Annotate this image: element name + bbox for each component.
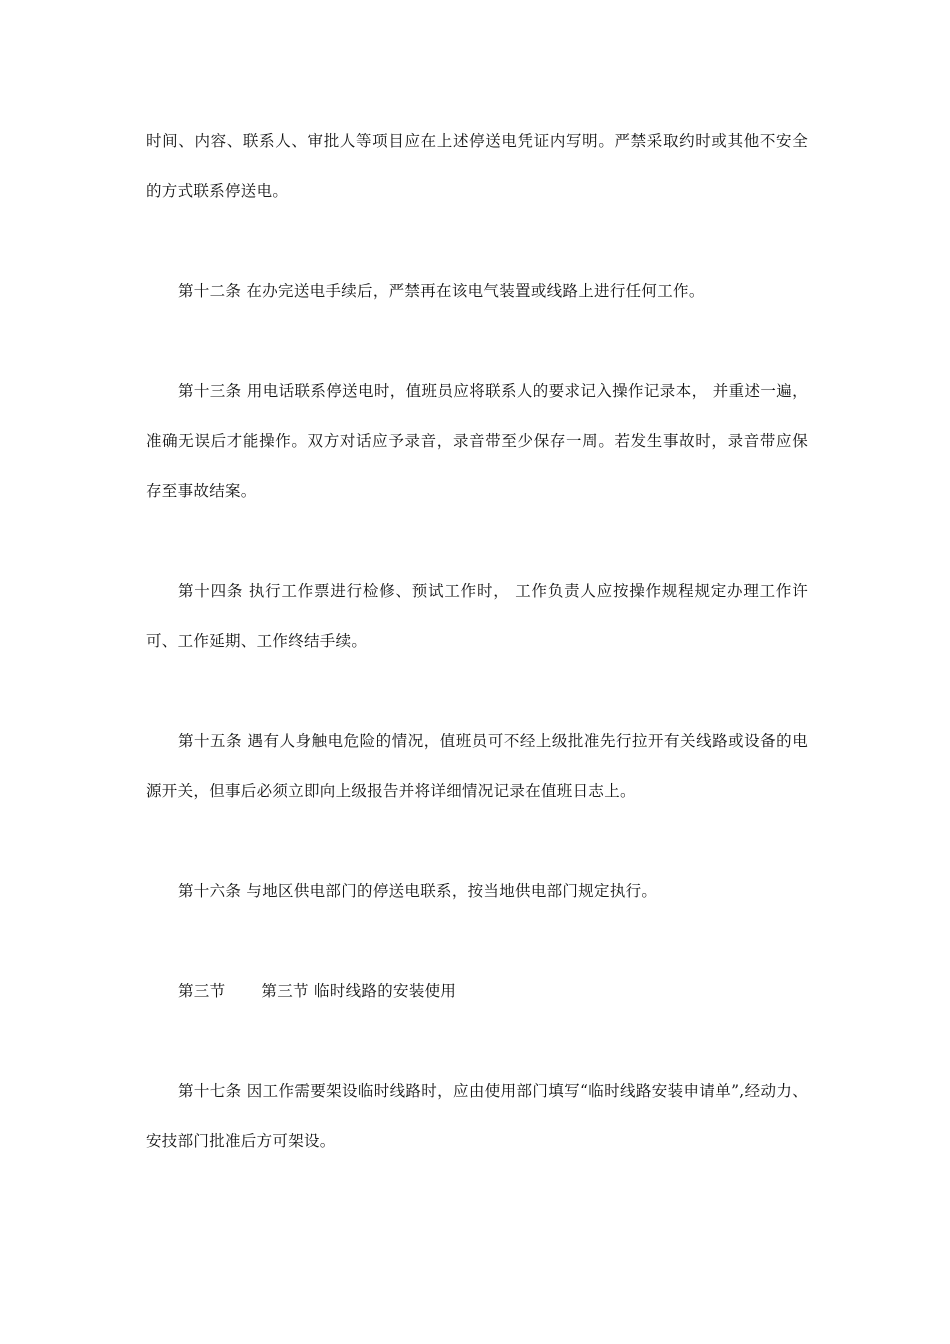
- section-title: 第三节 临时线路的安装使用: [261, 982, 457, 1000]
- article-12: 第十二条 在办完送电手续后，严禁再在该电气装置或线路上进行任何工作。: [178, 282, 705, 300]
- section-label: 第三节: [178, 982, 226, 1000]
- article-16: 第十六条 与地区供电部门的停送电联系，按当地供电部门规定执行。: [178, 882, 658, 900]
- paragraph-continuation: 时间、内容、联系人、审批人等项目应在上述停送电凭证内写明。严禁采取约时或其他不安全的方式联系停送电。: [146, 132, 808, 200]
- article-13: 第十三条 用电话联系停送电时，值班员应将联系人的要求记入操作记录本， 并重述一遍，准确无误后才能操作。双方对话应予录音，录音带至少保存一周。若发生事故时，录音带应保存至事故结案。: [146, 382, 808, 500]
- article-15: 第十五条 遇有人身触电危险的情况，值班员可不经上级批准先行拉开有关线路或设备的电源开关，但事后必须立即向上级报告并将详细情况记录在值班日志上。: [146, 732, 808, 800]
- article-17: 第十七条 因工作需要架设临时线路时，应由使用部门填写“临时线路安装申请单”,经动力、安技部门批准后方可架设。: [146, 1082, 808, 1150]
- section-heading: [146, 966, 808, 1016]
- article-14: 第十四条 执行工作票进行检修、预试工作时， 工作负责人应按操作规程规定办理工作许可、工作延期、工作终结手续。: [146, 582, 808, 650]
